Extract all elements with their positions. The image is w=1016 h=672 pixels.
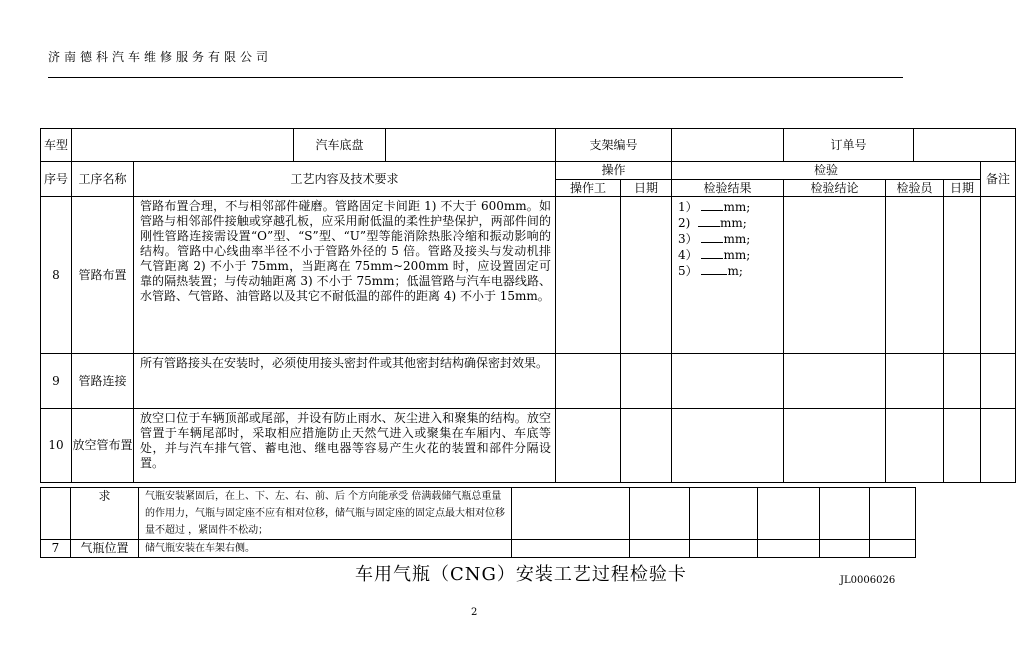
- conclusion-cell[interactable]: [784, 197, 886, 354]
- inspection-form: [40, 128, 1016, 483]
- fragment-name: 求: [71, 488, 139, 540]
- operator-cell[interactable]: [556, 409, 621, 483]
- inspector-cell[interactable]: [886, 354, 944, 409]
- bracket-no-label: 支架编号: [556, 129, 672, 162]
- col-content-header: 工艺内容及技术要求: [134, 162, 556, 197]
- col-op-date-header: 日期: [621, 180, 672, 197]
- document-number: JL0006026: [840, 575, 896, 586]
- fragment-name: 气瓶位置: [71, 540, 139, 558]
- fragment-seq: [41, 488, 71, 540]
- fragment-cell[interactable]: [758, 540, 820, 558]
- table-row: [41, 409, 1016, 483]
- row-seq: 8: [41, 197, 72, 354]
- page-number: 2: [471, 607, 478, 618]
- chassis-label: 汽车底盘: [294, 129, 386, 162]
- col-remarks-header: 备注: [981, 162, 1016, 197]
- header-info-row: [41, 129, 1016, 162]
- row-content: 放空口位于车辆顶部或尾部，并设有防止雨水、灰尘进入和聚集的结构。放空管置于车辆尾部时，采取相应措施防止天然气进入或聚集在车厢内、车底等处，并与汽车排气管、蓄电池、继电器等容易产生火花的装置和部件分隔设置。: [134, 409, 556, 483]
- order-no-label: 订单号: [784, 129, 914, 162]
- fragment-cell[interactable]: [690, 540, 758, 558]
- row-seq: 10: [41, 409, 72, 483]
- measure-line-5: 5） m;: [678, 264, 743, 278]
- fragment-cell[interactable]: [758, 488, 820, 540]
- row-seq: 9: [41, 354, 72, 409]
- overlap-fragment-table: [40, 487, 916, 558]
- remarks-cell[interactable]: [981, 409, 1016, 483]
- col-operator-header: 操作工: [556, 180, 621, 197]
- fragment-row: [41, 488, 916, 540]
- col-result-header: 检验结果: [672, 180, 784, 197]
- measure-line-2: 2) mm;: [678, 216, 747, 230]
- col-insp-date-header: 日期: [944, 180, 981, 197]
- header-rule: [48, 77, 903, 78]
- vehicle-type-label: 车型: [41, 129, 72, 162]
- result-cell[interactable]: [672, 197, 784, 354]
- measure-line-1: 1） mm;: [678, 200, 751, 214]
- inspector-cell[interactable]: [886, 409, 944, 483]
- remarks-cell[interactable]: [981, 197, 1016, 354]
- result-cell[interactable]: [672, 409, 784, 483]
- operator-cell[interactable]: [556, 354, 621, 409]
- remarks-cell[interactable]: [981, 354, 1016, 409]
- bracket-no-value[interactable]: [672, 129, 784, 162]
- fragment-cell[interactable]: [820, 488, 870, 540]
- conclusion-cell[interactable]: [784, 409, 886, 483]
- col-conclusion-header: 检验结论: [784, 180, 886, 197]
- table-row: [41, 354, 1016, 409]
- row-content: 管路布置合理，不与相邻部件碰磨。管路固定卡间距 1) 不大于 600mm。如管路与相邻部件接触或穿越孔板，应采用耐低温的柔性护垫保护，两部件间的刚性管路连接需设置“O”型、“S”型、“U”型等能消除热胀冷缩和振动影响的结构。管路中心线曲率半径不小于管路外径的 5 倍。管路及接头与发动机排气管距离 2) 不小于 75mm，当距离在 75mm~200mm 时，应设置固定可靠的隔热装置；与传动轴距离 3) 不小于 75mm；低温管路与汽车电器线路、水管路、气管路、油管路以及其它不耐低温的部件的距离 4) 不小于 15mm。: [134, 197, 556, 354]
- table-row: [41, 197, 1016, 354]
- company-name: 济南德科汽车维修服务有限公司: [48, 50, 273, 64]
- column-header-row-1: [41, 162, 1016, 180]
- operator-cell[interactable]: [556, 197, 621, 354]
- op-date-cell[interactable]: [621, 197, 672, 354]
- conclusion-cell[interactable]: [784, 354, 886, 409]
- col-inspection-header: 检验: [672, 162, 981, 180]
- col-inspector-header: 检验员: [886, 180, 944, 197]
- col-seq-header: 序号: [41, 162, 72, 197]
- measure-line-3: 3） mm;: [678, 232, 751, 246]
- fragment-seq: 7: [41, 540, 71, 558]
- insp-date-cell[interactable]: [944, 409, 981, 483]
- fragment-cell[interactable]: [690, 488, 758, 540]
- col-operation-header: 操作: [556, 162, 672, 180]
- measure-line-4: 4） mm;: [678, 248, 751, 262]
- inspector-cell[interactable]: [886, 197, 944, 354]
- fragment-cell[interactable]: [820, 540, 870, 558]
- row-name: 放空管布置: [72, 409, 134, 483]
- row-name: 管路连接: [72, 354, 134, 409]
- op-date-cell[interactable]: [621, 409, 672, 483]
- fragment-content: 储气瓶安装在车架右侧。: [139, 540, 512, 558]
- fragment-cell[interactable]: [630, 488, 690, 540]
- vehicle-type-value[interactable]: [72, 129, 294, 162]
- result-cell[interactable]: [672, 354, 784, 409]
- fragment-cell[interactable]: [870, 488, 916, 540]
- fragment-cell[interactable]: [512, 540, 630, 558]
- document-title: 车用气瓶（CNG）安装工艺过程检验卡: [355, 564, 687, 585]
- chassis-value[interactable]: [386, 129, 556, 162]
- fragment-cell[interactable]: [512, 488, 630, 540]
- insp-date-cell[interactable]: [944, 197, 981, 354]
- row-content: 所有管路接头在安装时，必须使用接头密封件或其他密封结构确保密封效果。: [134, 354, 556, 409]
- fragment-content: 气瓶安装紧固后，在上、下、左、右、前、后 个方向能承受 倍满载储气瓶总重量的作用力，气瓶与固定座不应有相对位移，储气瓶与固定座的固定点最大相对位移量不超过 ，紧固件不松动；: [139, 488, 512, 540]
- order-no-value[interactable]: [914, 129, 1016, 162]
- fragment-cell[interactable]: [630, 540, 690, 558]
- row-name: 管路布置: [72, 197, 134, 354]
- op-date-cell[interactable]: [621, 354, 672, 409]
- fragment-cell[interactable]: [870, 540, 916, 558]
- col-name-header: 工序名称: [72, 162, 134, 197]
- insp-date-cell[interactable]: [944, 354, 981, 409]
- fragment-row: [41, 540, 916, 558]
